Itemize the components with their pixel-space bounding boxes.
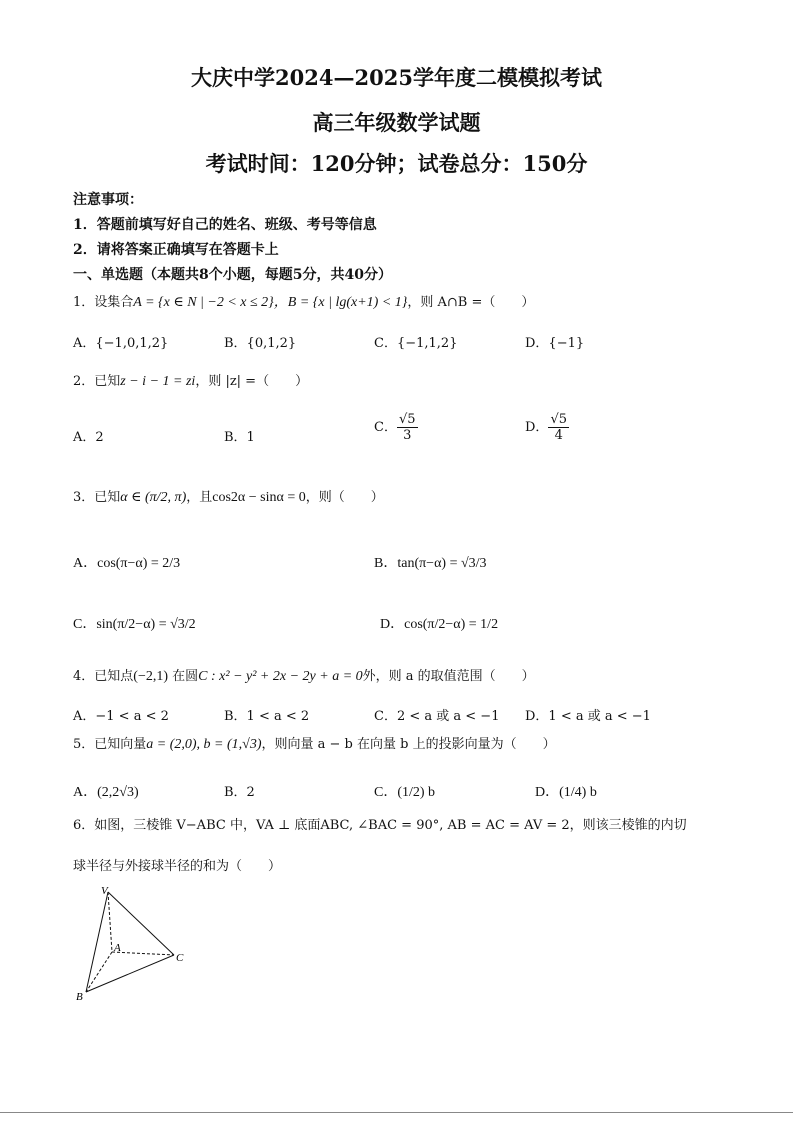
question-1-stem xyxy=(73,291,534,311)
label-b: B xyxy=(76,991,83,1003)
q2-math: z − i − 1 = zi xyxy=(120,374,196,389)
edge-va-hidden xyxy=(108,892,112,952)
question-6-stem-line1: 6．如图，三棱锥 V−ABC 中，VA ⊥ 底面ABC, ∠BAC = 90°, AB = AC = AV = 2，则该三棱锥的内切 xyxy=(73,818,687,833)
exam-subtitle: 高三年级数学试题 xyxy=(312,110,481,135)
label-a: A xyxy=(114,942,121,954)
pyramid-figure xyxy=(70,880,200,1005)
note-item-1: 1．答题前填写好自己的姓名、班级、考号等信息 xyxy=(73,217,377,233)
q2-option-a: A．2 xyxy=(73,430,104,445)
label-v: V xyxy=(101,885,108,897)
q5-option-b: B．2 xyxy=(224,785,255,800)
page-bottom-rule xyxy=(0,1112,793,1113)
q1-option-d: D．{−1} xyxy=(525,336,585,351)
q3-option-b: B．tan(π−α) = √3/3 xyxy=(374,556,487,571)
q1-option-a: A．{−1,0,1,2} xyxy=(73,336,169,351)
q4-prefix: 4．已知点 xyxy=(73,669,134,684)
q2-suffix: ，则 |z| =（ ） xyxy=(195,374,309,389)
edge-bc xyxy=(86,955,174,992)
q3-mid: ，且 xyxy=(186,490,213,505)
q5-option-c: C．(1/2) b xyxy=(374,785,436,800)
q2-prefix: 2．已知 xyxy=(73,374,121,389)
q1-suffix: ，则 A∩B =（ ） xyxy=(407,295,535,310)
question-5-stem xyxy=(73,733,556,753)
q5-math: a = (2,0), b = (1,√3) xyxy=(146,737,262,752)
q2-c-denominator: 3 xyxy=(403,428,412,443)
q1-option-c: C．{−1,1,2} xyxy=(374,336,458,351)
q2-option-d xyxy=(525,412,569,443)
q2-d-denominator: 4 xyxy=(554,428,563,443)
q5-option-a: A．(2,2√3) xyxy=(73,785,139,800)
note-item-2: 2．请将答案正确填写在答题卡上 xyxy=(73,242,279,258)
question-6-stem-line2: 球半径与外接球半径的和为（ ） xyxy=(73,859,282,874)
q1-option-b: B．{0,1,2} xyxy=(224,336,297,351)
q2-option-b: B．1 xyxy=(224,430,255,445)
q4-option-b: B．1 < a < 2 xyxy=(224,709,310,724)
q4-option-d: D．1 < a 或 a < −1 xyxy=(525,709,651,724)
q4-option-c: C．2 < a 或 a < −1 xyxy=(374,709,500,724)
q2-option-c xyxy=(374,412,418,443)
question-3-stem xyxy=(73,486,384,506)
q4-suffix: 外，则 a 的取值范围（ ） xyxy=(362,669,535,684)
edge-ac-hidden xyxy=(112,952,174,955)
q5-option-d: D．(1/4) b xyxy=(535,785,597,800)
exam-time-info: 考试时间：120分钟；试卷总分：150分 xyxy=(205,151,588,176)
q4-math2: C : x² − y² + 2x − 2y + a = 0 xyxy=(198,669,363,684)
q3-math: α ∈ (π/2, π) xyxy=(120,490,187,505)
q2-c-numerator: √5 xyxy=(398,412,416,427)
q4-option-a: A．−1 < a < 2 xyxy=(73,709,169,724)
q4-mid: 在圆 xyxy=(168,669,199,684)
q1-math: A = {x ∈ N | −2 < x ≤ 2}，B = {x | lg(x+1) < 1} xyxy=(133,295,408,310)
label-c: C xyxy=(176,952,184,964)
q3-suffix: ，则（ ） xyxy=(305,490,384,505)
exam-title: 大庆中学2024—2025学年度二模模拟考试 xyxy=(191,65,602,90)
q3-option-d: D．cos(π/2−α) = 1/2 xyxy=(380,617,499,632)
q3-option-c: C．sin(π/2−α) = √3/2 xyxy=(73,617,196,632)
q4-math: (−2,1) xyxy=(133,669,169,684)
q2-option-d-fraction xyxy=(548,412,569,443)
edge-vb xyxy=(86,892,108,992)
question-2-stem xyxy=(73,370,308,390)
q3-math2: cos2α − sinα = 0 xyxy=(212,490,306,505)
q2-option-d-label: D． xyxy=(525,420,549,435)
section1-heading: 一、单选题（本题共8个小题，每题5分，共40分） xyxy=(73,267,392,283)
notes-heading: 注意事项： xyxy=(73,192,143,208)
q2-option-c-fraction xyxy=(397,412,418,443)
q1-prefix: 1．设集合 xyxy=(73,295,134,310)
q5-prefix: 5．已知向量 xyxy=(73,737,147,752)
question-4-stem xyxy=(73,665,535,685)
q5-suffix: ，则向量 a − b 在向量 b 上的投影向量为（ ） xyxy=(261,737,556,752)
q2-d-numerator: √5 xyxy=(550,412,567,427)
q3-option-a: A．cos(π−α) = 2/3 xyxy=(73,556,181,571)
q3-prefix: 3．已知 xyxy=(73,490,121,505)
q2-option-c-label: C． xyxy=(374,420,397,435)
